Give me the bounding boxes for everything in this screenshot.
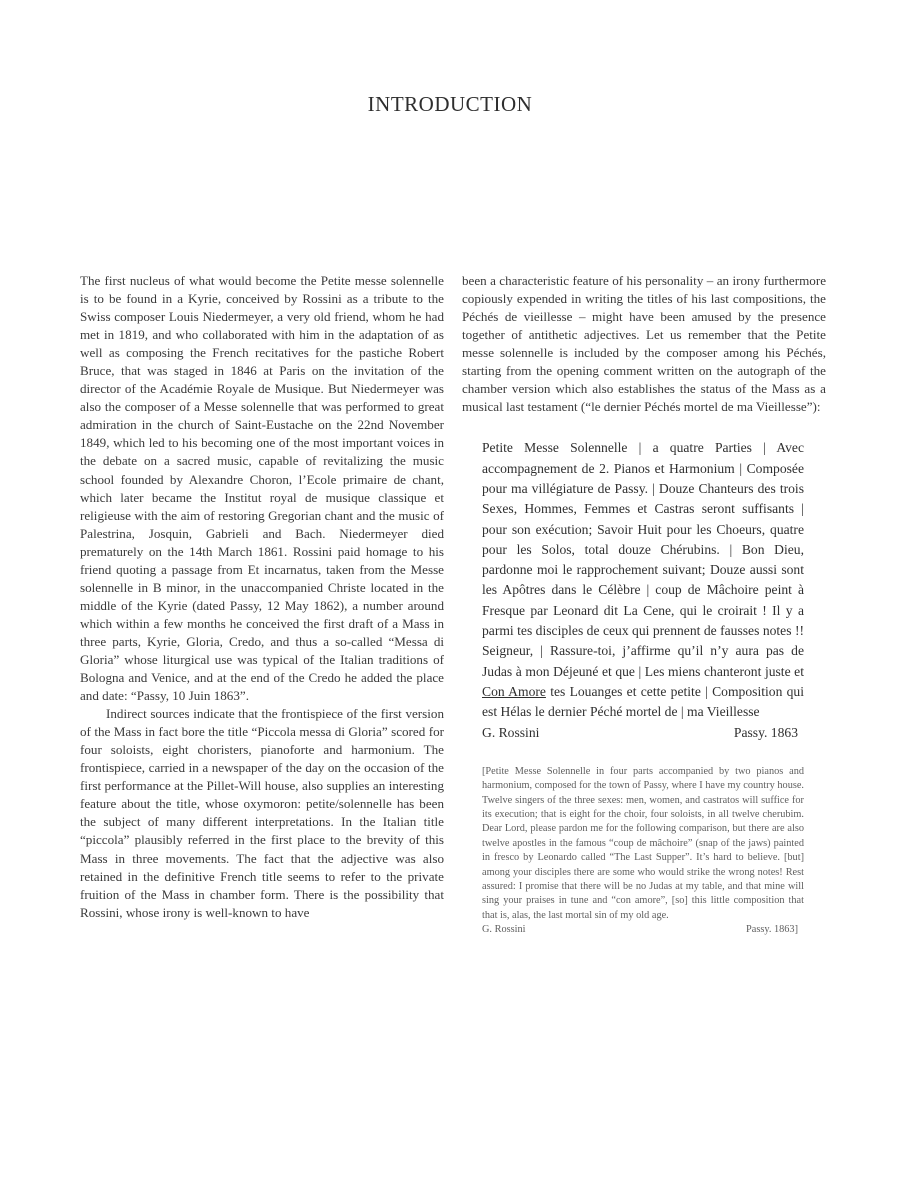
quote-translation	[482, 765, 804, 938]
autograph-quote	[482, 438, 804, 742]
paragraph-3: been a characteristic feature of his personality – an irony furthermore copiously expended in writing the titles of his last compositions, the Péchés de vieillesse – might have been amused by the presence together of antithetic adjectives. Let us remember that the Petite messe solennelle is included by the composer among his Péchés, starting from the opening comment written on the autograph of the chamber version which also establishes the status of the Mass as a musical last testament (“le dernier Péchés mortel de ma Vieillesse”):	[462, 273, 826, 415]
quote-con-amore: Con Amore	[482, 683, 546, 699]
quote-signature	[482, 723, 804, 743]
paragraph-1: The first nucleus of what would become the Petite messe solennelle is to be found in a Kyrie, conceived by Rossini as a tribute to the Swiss composer Louis Niedermeyer, a very old friend, whom he had met in 1819, and who collaborated with him in the adaptation of as well as composing the French recitatives for the pastiche Robert Bruce, that was staged in 1846 at Paris on the invitation of the director of the Académie Royale de Musique. But Niedermeyer was also the composer of a Messe solennelle that was performed to great admiration in the church of Saint-Eustache on the 22nd November 1849, which led to his becoming one of the most important voices in the debate on a sacred music, capable of revitalizing the music school founded by Alexandre Choron, l’Ecole primaire de chant, which later became the Institut royal de musique classique et religieuse with the aim of restoring Gregorian chant and the music of Palestrina, Josquin, Gabrieli and Bach. Niedermeyer died prematurely on the 14th March 1861. Rossini paid homage to his friend quoting a passage from Et incarnatus, taken from the Messe solennelle in B minor, in the unaccompanied Christe located in the middle of the Kyrie (dated Passy, 12 May 1862), a number around which within a few months he conceived the first draft of a Mass in three parts, Kyrie, Gloria, Credo, and thus a so-called “Messa di Gloria” whose liturgical use was typical of the Italian traditions of Bologna and Venice, and at the end of the Credo he added the place and date: “Passy, 10 Juin 1863”.	[80, 273, 444, 704]
quote-text-b: tes Louanges et cette petite | Composition qui est Hélas le dernier Péché mortel de | ma Vieillesse	[482, 683, 805, 720]
signature-place: Passy. 1863	[733, 724, 798, 740]
right-column	[462, 272, 826, 938]
translation-signature	[482, 923, 804, 937]
paragraph-2: Indirect sources indicate that the frontispiece of the first version of the Mass in fact bore the title “Piccola messa di Gloria” scored for four soloists, eight choristers, pianoforte and harmonium. The frontispiece, carried in a newspaper of the day on the occasion of the first performance at the Pillet-Will house, also supplies an interesting feature about the title, whose oxymoron: petite/solennelle has been the subject of many different interpretations. In the Italian title “piccola” plausibly referred in the first place to the brevity of this Mass in three movements. The fact that the adjective was also retained in the definitive French title seems to refer to the private fruition of the Mass in chamber form. There is the possibility that Rossini, whose irony is well-known to have	[80, 706, 444, 920]
translation-name: G. Rossini	[482, 924, 526, 936]
page-title: INTRODUCTION	[367, 92, 533, 116]
translation-place: Passy. 1863]	[746, 924, 798, 936]
signature-name: G. Rossini	[482, 724, 540, 740]
left-column	[80, 272, 444, 922]
quote-text-a: Petite Messe Solennelle | a quatre Parties | Avec accompagnement de 2. Pianos et Harmonium | Composée pour ma villégiature de Passy. | Douze Chanteurs des trois Sexes, Hommes, Femmes et Castras seront suffisants | pour son exécution; Savoir Huit pour les Choeurs, quatre pour les Solos, total douze Chérubins. | Bon Dieu, pardonne moi le rapprochement suivant; Douze aussi sont les Apôtres dans le Célèbre | coup de Mâchoire peint à Fresque par Leonard dit La Cene, qui le croirait ! Il y a parmi tes disciples de ceux qui prennent de fausses notes !! Seigneur, | Rassure-toi, j’affirme qu’il n’y aura pas de Judas à mon Déjeuné et que | Les miens chanteront juste et	[482, 440, 804, 679]
translation-text: [Petite Messe Solennelle in four parts accompanied by two pianos and harmonium, composed for the town of Passy, where I have my country house. Twelve singers of the three sexes: men, women, and castratos will suffice for its execution; that is eight for the choir, four soloists, in all twelve cherubim. Dear Lord, please pardon me for the following comparison, but there are also twelve apostles in the famous “coup de mâchoire” (snap of the jaws) painted in fresco by Leonardo called “The Last Supper”. It’s hard to believe. [but] among your disciples there are some who would strike the wrong notes! Rest assured: I promise that there will be no Judas at my table, and that mine will sing your praises in tune and “con amore”, [so] this little composition that that is, alas, the last mortal sin of my old age.	[482, 765, 804, 921]
